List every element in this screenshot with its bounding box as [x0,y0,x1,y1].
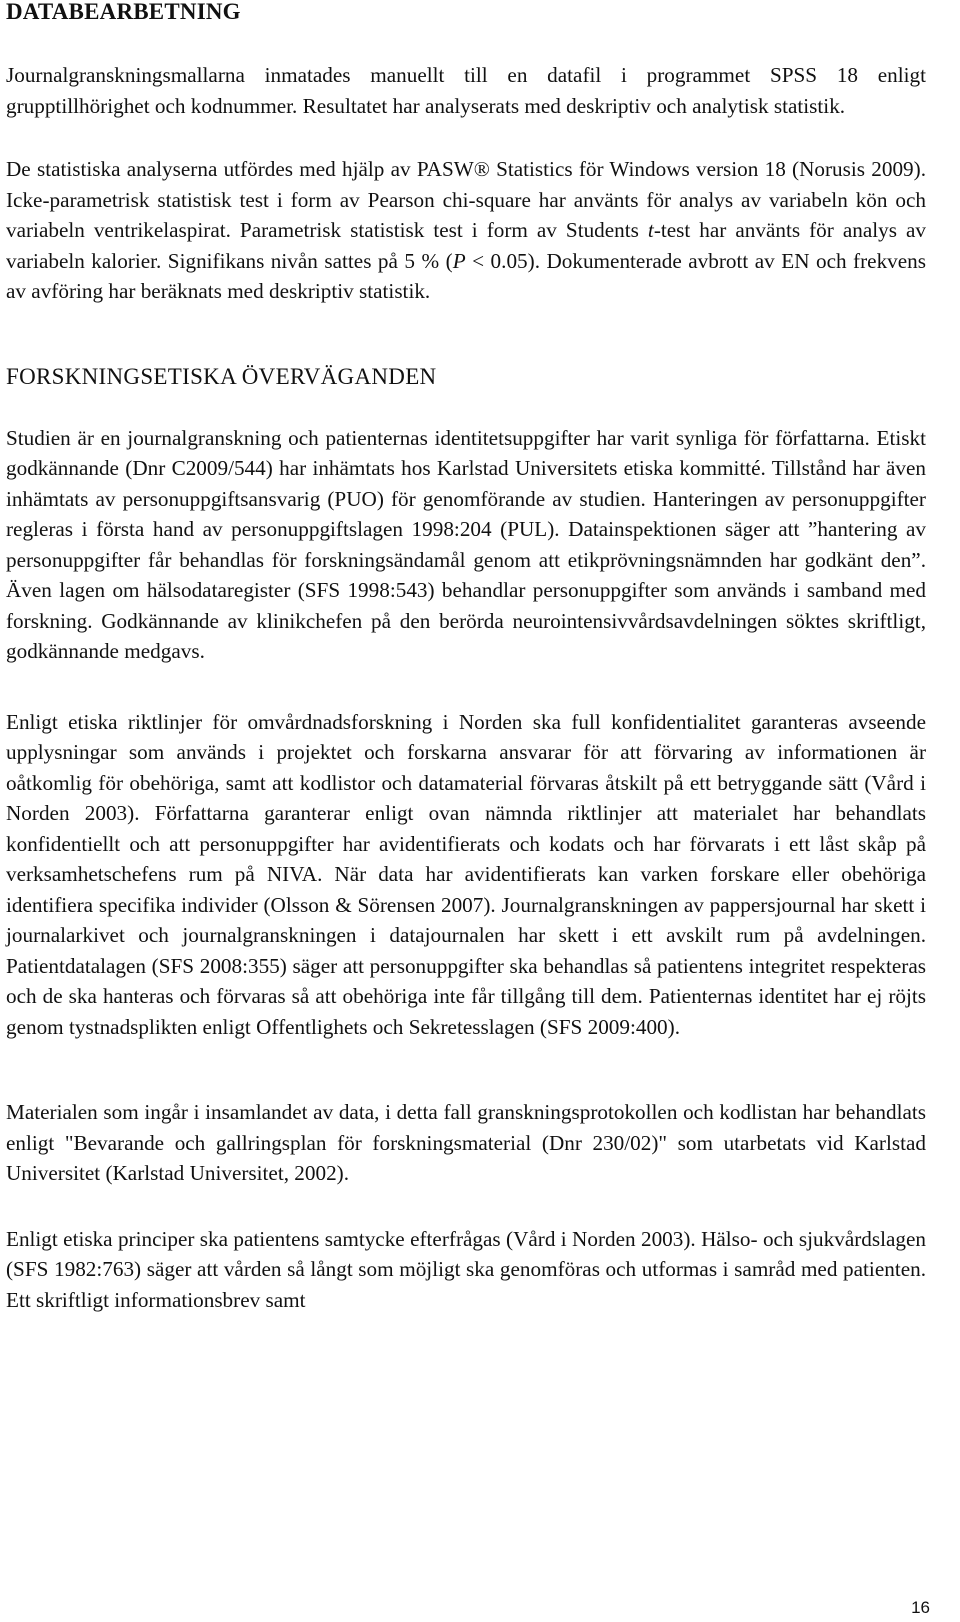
paragraph-data-entry: Journalgranskningsmallarna inmatades manuellt till en datafil i programmet SPSS 18 enligt grupptillhörighet och kodnummer. Resultatet har analyserats med deskriptiv och analytisk statistik. [6,63,926,118]
italic-t: t [647,218,654,242]
section-title-ethics: FORSKNINGSETISKA ÖVERVÄGANDEN [6,363,437,389]
paragraph-confidentiality: Enligt etiska riktlinjer för omvårdnadsforskning i Norden ska full konfidentialitet garanteras avseende upplysningar som används i projektet och forskarna ansvarar för att förvaring av informationen är oåtkomlig för obehöriga, samt att kodlistor och datamaterial förvaras åtskilt på ett betryggande sätt (Vård i Norden 2003). Författarna garanterar enligt ovan nämnda riktlinjer att materialet har behandlats konfidentiellt och att personuppgifter har avidentifierats och kodats och har förvarats i ett låst skåp på verksamhetschefens rum på NIVA. När data har avidentifierats kan varken forskare eller obehöriga identifiera specifika individer (Olsson & Sörensen 2007). Journalgranskningen av pappersjournal har skett i journalarkivet och journalgranskningen i datajournalen har skett i ett avskilt rum på avdelningen. Patientdatalagen (SFS 2008:355) säger att personuppgifter ska behandlas så patientens integritet respekteras och de ska hanteras och förvaras så att obehöriga inte får tillgång till dem. Patienternas identitet har ej röjts genom tystnadsplikten enligt Offentlighets och Sekretesslagen (SFS 2009:400). [6,709,926,1039]
paragraph-text-segment: -test har använts för analys av variabeln kalorier. Signifikans nivån sattes på 5 % ( [6,218,926,273]
paragraph-ethics-approval: Studien är en journalgranskning och patienternas identitetsuppgifter har varit synliga för författarna. Etiskt godkännande (Dnr C2009/544) har inhämtats hos Karlstad Universitets etiska kommitté. Tillstånd har även inhämtats av personuppgiftsansvarig (PUO) för genomförande av studien. Hanteringen av personuppgifter regleras i första hand av personuppgiftslagen 1998:204 (PUL). Datainspektionen säger att ”hantering av personuppgifter får behandlas för forskningsändamål genom att etikprövningsnämnden har godkänt den”. Även lagen om hälsodataregister (SFS 1998:543) behandlar personuppgifter som används i samband med forskning. Godkännande av klinikchefen på den berörda neurointensivvårdsavdelningen söktes skriftligt, godkännande medgavs. [6,425,926,663]
page-number: 16 [911,1598,930,1617]
paragraph-text-segment: < 0.05). Dokumenterade avbrott av EN och frekvens av avföring har beräknats med deskriptiv statistik. [6,248,927,303]
paragraph-material-handling: Materialen som ingår i insamlandet av data, i detta fall granskningsprotokollen och kodlistan har behandlats enligt "Bevarande och gallringsplan för forskningsmaterial (Dnr 230/02)" som utarbetats vid Karlstad Universitet (Karlstad Universitet, 2002). [6,1100,926,1185]
italic-p: P [452,248,466,273]
paragraph-statistical-analysis [6,154,926,307]
paragraph-consent: Enligt etiska principer ska patientens samtycke efterfrågas (Vård i Norden 2003). Hälso- och sjukvårdslagen (SFS 1982:763) säger att vården så långt som möjligt ska genomföras och utformas i samråd med patienten. Ett skriftligt informationsbrev samt [6,1226,926,1312]
document-page [6,0,926,1315]
paragraph-text-segment: De statistiska analyserna utfördes med hjälp av PASW® Statistics för Windows version 18 (Norusis 2009). Icke-parametrisk statistisk test i form av Pearson chi-square har använts för analys av variabeln kön och variabeln ventrikelaspirat. Parametrisk statistisk test i form av Students [6,157,926,242]
section-title-databearbetning: DATABEARBETNING [6,0,241,24]
